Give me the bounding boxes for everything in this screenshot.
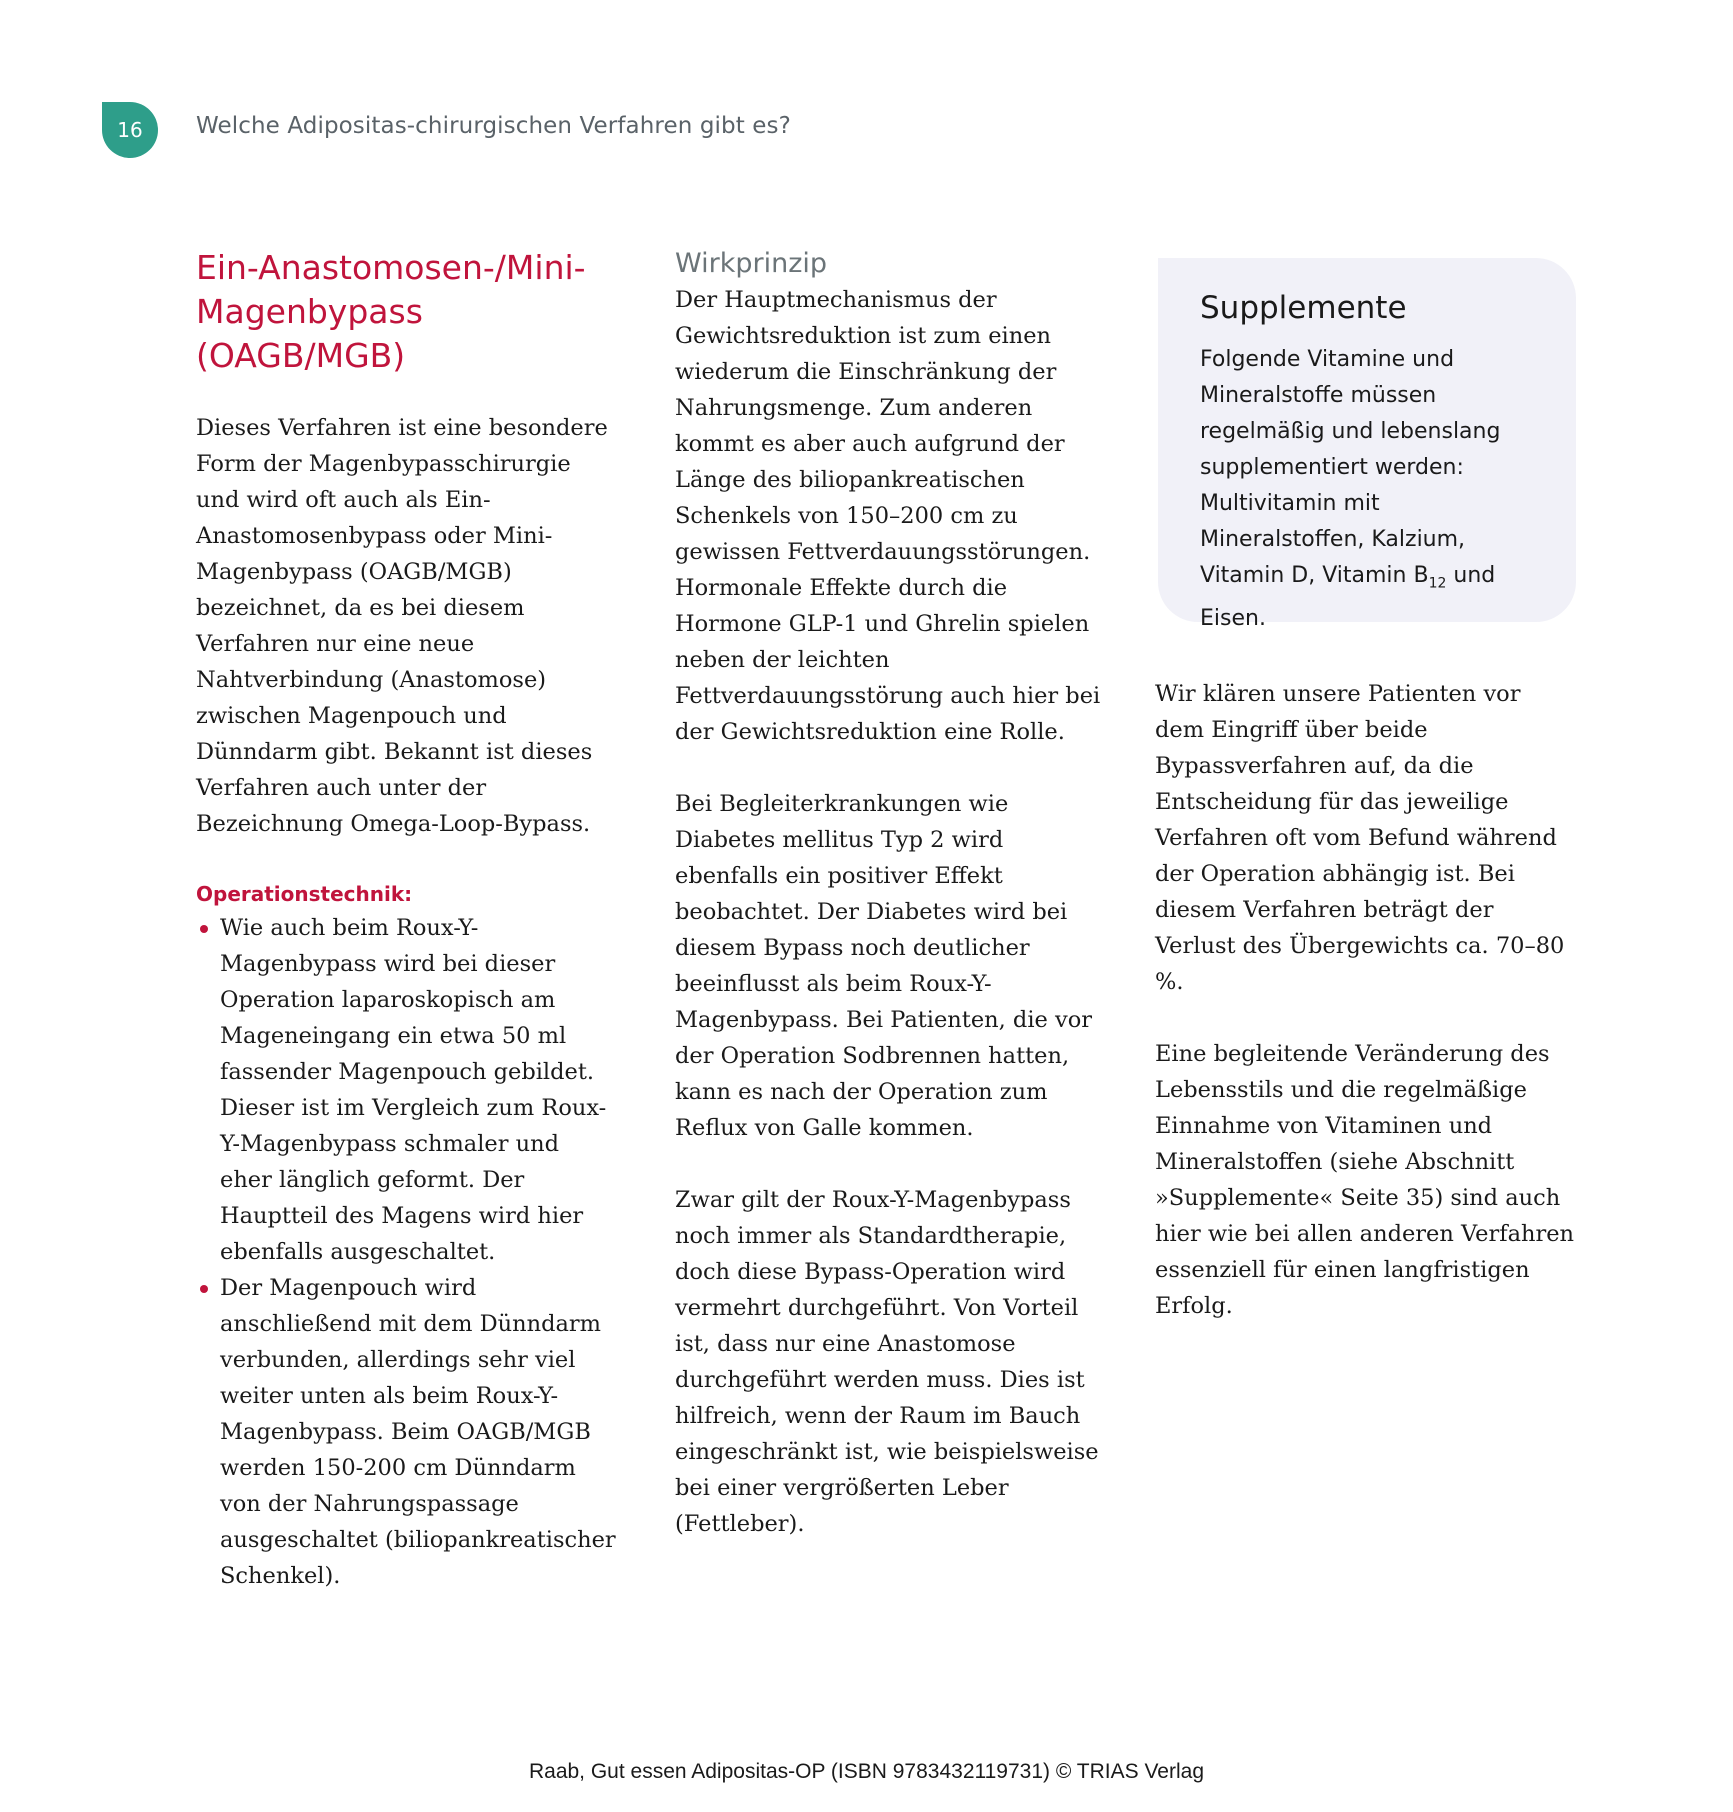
infobox-text	[1200, 342, 1542, 637]
subscript-12: 12	[1428, 575, 1447, 592]
paragraph: Zwar gilt der Roux-Y-Magenbypass noch immer als Standardtherapie, doch diese Bypass-Operation wird vermehrt durchgeführt. Von Vorteil ist, dass nur eine Anastomose durchgeführt werden muss. Dies ist hilfreich, wenn der Raum im Bauch eingeschränkt ist, wie beispielsweise bei einer vergrößerten Leber (Fettleber).	[675, 1187, 1099, 1537]
list-item	[196, 1270, 616, 1594]
paragraph: Der Hauptmechanismus der Gewichtsreduktion ist zum einen wiederum die Einschränkung der Nahrungsmenge. Zum anderen kommt es aber auch aufgrund der Länge des biliopankreatischen Schenkels von 150–200 cm zu gewissen Fettverdauungsstörungen. Hormonale Effekte durch die Hormone GLP-1 und Ghrelin spielen neben der leichten Fettverdauungsstörung auch hier bei der Gewichtsreduktion eine Rolle.	[675, 287, 1101, 745]
running-header: Welche Adipositas-chirurgischen Verfahren gibt es?	[196, 113, 791, 139]
section-title: Ein-Anastomosen-/Mini-Magenbypass (OAGB/MGB)	[196, 248, 586, 375]
column-right	[1155, 676, 1575, 1324]
list-item-text: Wie auch beim Roux-Y-Magenbypass wird bei dieser Operation laparoskopisch am Mageneingang ein etwa 50 ml fassender Magenpouch gebildet. Dieser ist im Vergleich zum Roux-Y-Magenbypass schmaler und eher länglich geformt. Der Hauptteil des Magens wird hier ebenfalls ausgeschaltet.	[220, 915, 607, 1265]
infobox-text-part: und Eisen.	[1200, 563, 1496, 632]
supplemente-infobox	[1158, 258, 1576, 632]
infobox-title: Supplemente	[1200, 290, 1407, 326]
column-middle	[675, 246, 1105, 1542]
page-number: 16	[117, 118, 143, 142]
bullet-dot-icon	[200, 925, 208, 933]
operation-steps-list	[196, 910, 616, 1594]
paragraph: Eine begleitende Veränderung des Lebensstils und die regelmäßige Einnahme von Vitaminen und Mineralstoffen (siehe Abschnitt »Supplemente« Seite 35) sind auch hier wie bei allen anderen Verfahren essenziell für einen langfristigen Erfolg.	[1155, 1041, 1575, 1319]
operationstechnik-label: Operationstechnik:	[196, 882, 413, 906]
intro-paragraph: Dieses Verfahren ist eine besondere Form der Magenbypasschirurgie und wird oft auch als Ein-Anastomosenbypass oder Mini-Magenbypass (OAGB/MGB) bezeichnet, da es bei diesem Verfahren nur eine neue Nahtverbindung (Anastomose) zwischen Magenpouch und Dünndarm gibt. Bekannt ist dieses Verfahren auch unter der Bezeichnung Omega-Loop-Bypass.	[196, 415, 608, 837]
paragraph: Bei Begleiterkrankungen wie Diabetes mellitus Typ 2 wird ebenfalls ein positiver Effekt beobachtet. Der Diabetes wird bei diesem Bypass noch deutlicher beeinflusst als beim Roux-Y-Magenbypass. Bei Patienten, die vor der Operation Sodbrennen hatten, kann es nach der Operation zum Reflux von Galle kommen.	[675, 791, 1093, 1141]
list-item-text: Der Magenpouch wird anschließend mit dem Dünndarm verbunden, allerdings sehr viel weiter unten als beim Roux-Y-Magenbypass. Beim OAGB/MGB werden 150-200 cm Dünndarm von der Nahrungspassage ausgeschaltet (biliopankreatischer Schenkel).	[220, 1275, 616, 1589]
bullet-dot-icon	[200, 1285, 208, 1293]
list-item	[196, 910, 616, 1270]
page-number-badge	[102, 102, 158, 158]
infobox-text-part: Folgende Vitamine und Mineralstoffe müssen regelmäßig und lebenslang supplementiert werden: Multivitamin mit Mineralstoffen, Kalzium, Vitamin D, Vitamin B	[1200, 347, 1501, 588]
paragraph: Wir klären unsere Patienten vor dem Eingriff über beide Bypassverfahren auf, da die Entscheidung für das jeweilige Verfahren oft vom Befund während der Operation abhängig ist. Bei diesem Verfahren beträgt der Verlust des Übergewichts ca. 70–80 %.	[1155, 681, 1565, 995]
copyright-footer: Raab, Gut essen Adipositas-OP (ISBN 9783432119731) © TRIAS Verlag	[528, 1760, 1205, 1783]
wirkprinzip-subhead: Wirkprinzip	[675, 248, 828, 279]
column-left	[196, 246, 616, 1594]
